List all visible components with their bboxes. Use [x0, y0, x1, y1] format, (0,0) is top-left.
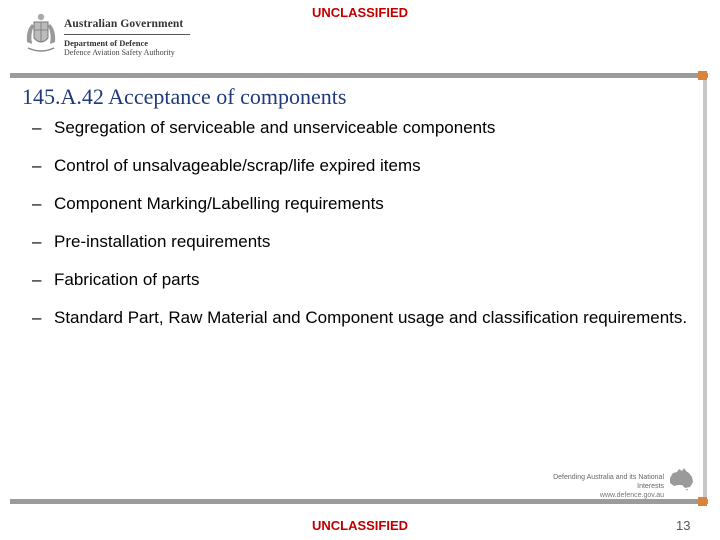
classification-top: UNCLASSIFIED: [311, 5, 409, 20]
coat-of-arms-icon: [24, 12, 58, 56]
dash-icon: –: [32, 118, 42, 137]
government-logo: [24, 12, 194, 62]
top-rule-accent: [698, 71, 707, 80]
bottom-rule: [10, 499, 708, 504]
dash-icon: –: [32, 156, 42, 175]
header-line-2: Department of Defence: [64, 38, 149, 48]
footer-motto: [540, 473, 664, 500]
bullet-item: – Segregation of serviceable and unserviceable components: [32, 118, 496, 137]
right-vertical-rule: [703, 80, 707, 505]
bullet-item: – Fabrication of parts: [32, 270, 200, 289]
bullet-item: – Component Marking/Labelling requirements: [32, 194, 384, 213]
defence-url: www.defence.gov.au: [599, 492, 664, 499]
australia-map-icon: [667, 466, 695, 492]
bullet-item: – Control of unsalvageable/scrap/life expired items: [32, 156, 421, 175]
bullet-list: [32, 117, 692, 345]
bullet-item: – Standard Part, Raw Material and Component usage and classification requirements.: [32, 308, 688, 327]
dash-icon: –: [32, 232, 42, 251]
dash-icon: –: [32, 308, 42, 327]
top-rule: [10, 73, 708, 78]
motto-text: Defending Australia and its National Interests: [553, 474, 664, 490]
slide-title: 145.A.42 Acceptance of components: [22, 84, 347, 109]
dash-icon: –: [32, 270, 42, 289]
bullet-item: – Pre-installation requirements: [32, 232, 271, 251]
dash-icon: –: [32, 194, 42, 213]
header-divider: [64, 34, 190, 35]
classification-bottom: UNCLASSIFIED: [311, 518, 409, 533]
bottom-rule-accent: [698, 497, 707, 506]
header-line-1: Australian Government: [64, 18, 184, 30]
page-number: 13: [676, 518, 691, 533]
header-line-3: Defence Aviation Safety Authority: [64, 48, 175, 57]
